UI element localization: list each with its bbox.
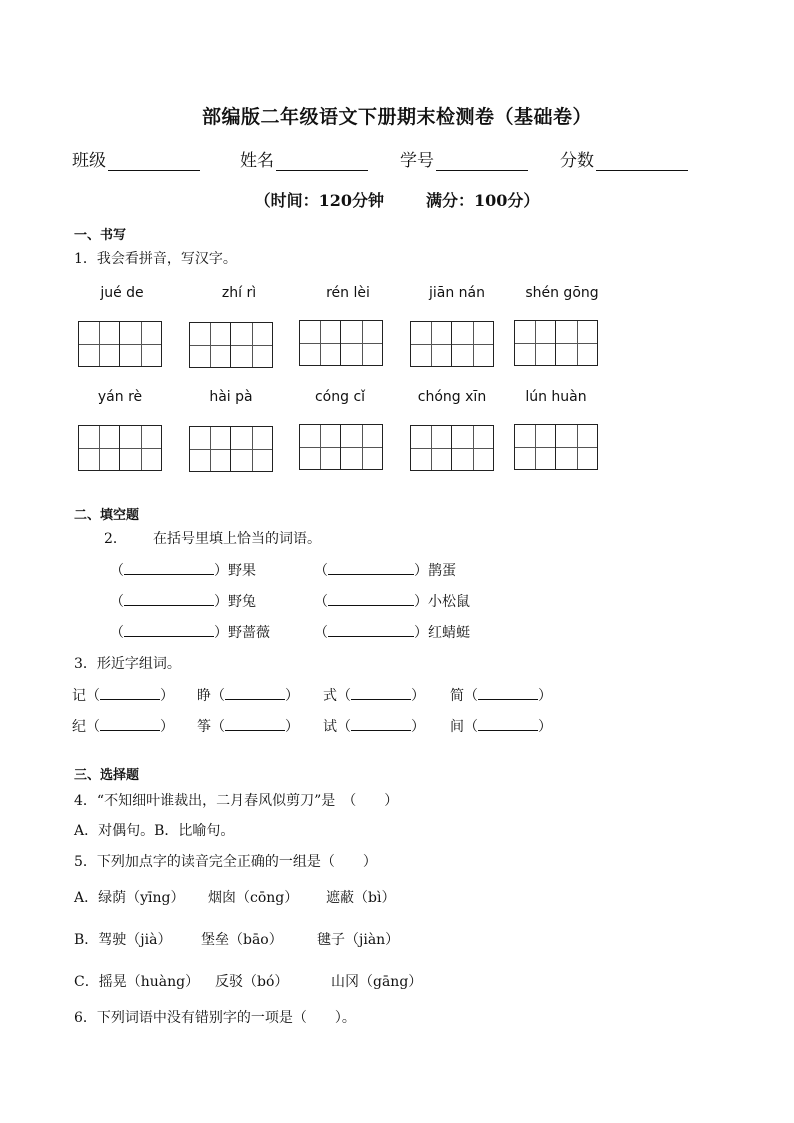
option-b-item: 毽子（jiàn） [317,932,400,948]
pinyin-label: shén gōng [525,285,599,301]
char-item: 简（ ） [450,685,552,705]
time-text: （时间：120分钟 [254,191,384,210]
pinyin-label: hài pà [209,389,253,405]
score-label: 分数 [560,151,594,171]
char-label: 纪 [72,719,86,735]
pinyin-label: lún huàn [525,389,587,405]
answer-blank[interactable] [478,685,538,700]
tianzige-box[interactable] [78,425,162,471]
option-b-item: 堡垒（bāo） [201,932,283,948]
section-1-heading: 一、书写 [74,228,127,243]
tianzige-box[interactable] [299,424,383,470]
question-3: 3．形近字组词。 [74,656,181,672]
option-a-item: A．绿荫（yīng） [74,890,185,906]
number-field[interactable] [400,146,528,171]
answer-blank[interactable] [328,591,414,606]
tianzige-box[interactable] [410,425,494,471]
class-field[interactable] [72,146,200,171]
fill-word: 野兔 [228,594,256,610]
pinyin-label: rén lèi [326,285,370,301]
answer-blank[interactable] [328,560,414,575]
question-1: 1．我会看拼音，写汉字。 [74,251,237,267]
pinyin-label: jué de [100,285,144,301]
option-b-item: B．驾驶（jià） [74,932,172,948]
tianzige-box[interactable] [189,322,273,368]
option-c-item: 反驳（bó） [215,974,289,990]
char-label: 睁 [197,688,211,704]
exam-time-line [0,188,794,211]
pinyin-label: cóng cǐ [314,389,366,405]
fill-item: （ ）野果 [110,560,256,580]
question-4: 4．“不知细叶谁裁出，二月春风似剪刀”是 （ ） [74,793,399,809]
fill-item: （ ）小松鼠 [314,591,470,611]
char-label: 简 [450,688,464,704]
tianzige-box[interactable] [410,321,494,367]
answer-blank[interactable] [100,716,160,731]
answer-blank[interactable] [124,622,214,637]
char-item: 式（ ） [323,685,425,705]
name-field[interactable] [240,146,368,171]
option-a-item: 烟囱（cōng） [208,890,299,906]
option-a-item: 遮蔽（bì） [326,890,396,906]
answer-blank[interactable] [351,685,411,700]
char-item: 试（ ） [323,716,425,736]
tianzige-box[interactable] [299,320,383,366]
name-blank[interactable] [276,152,368,171]
class-label: 班级 [72,151,106,171]
fill-word: 小松鼠 [428,594,470,610]
char-label: 式 [323,688,337,704]
char-item: 记（ ） [72,685,174,705]
fill-word: 野蔷薇 [228,625,270,641]
char-label: 间 [450,719,464,735]
fill-word: 鹊蛋 [428,563,456,579]
char-item: 纪（ ） [72,716,174,736]
full-score-text: 满分：100分） [426,191,540,210]
class-blank[interactable] [108,152,200,171]
char-label: 筝 [197,719,211,735]
question-4-options: A．对偶句。B．比喻句。 [74,823,235,839]
answer-blank[interactable] [478,716,538,731]
answer-blank[interactable] [225,716,285,731]
name-label: 姓名 [240,151,274,171]
fill-item: （ ）红蜻蜓 [314,622,470,642]
pinyin-label: zhí rì [221,285,257,301]
number-label: 学号 [400,151,434,171]
char-label: 试 [323,719,337,735]
fill-item: （ ）野兔 [110,591,256,611]
answer-blank[interactable] [124,591,214,606]
tianzige-box[interactable] [514,424,598,470]
char-item: 筝（ ） [197,716,299,736]
question-2: 在括号里填上恰当的词语。 [153,531,321,547]
pinyin-label: chóng xīn [417,389,487,405]
section-2-heading: 二、填空题 [74,508,140,523]
fill-item: （ ）野蔷薇 [110,622,270,642]
char-label: 记 [72,688,86,704]
question-2-number: 2． [104,531,127,547]
fill-word: 野果 [228,563,256,579]
option-c-item: C．摇晃（huàng） [74,974,200,990]
page-title: 部编版二年级语文下册期末检测卷（基础卷） [201,106,592,128]
tianzige-box[interactable] [514,320,598,366]
answer-blank[interactable] [328,622,414,637]
tianzige-box[interactable] [78,321,162,367]
fill-item: （ ）鹊蛋 [314,560,456,580]
number-blank[interactable] [436,152,528,171]
answer-blank[interactable] [100,685,160,700]
char-item: 间（ ） [450,716,552,736]
fill-word: 红蜻蜓 [428,625,470,641]
pinyin-label: jiān nán [428,285,485,301]
tianzige-box[interactable] [189,426,273,472]
answer-blank[interactable] [351,716,411,731]
option-c-item: 山冈（gāng） [331,974,423,990]
answer-blank[interactable] [225,685,285,700]
score-blank[interactable] [596,152,688,171]
score-field[interactable] [560,146,688,171]
answer-blank[interactable] [124,560,214,575]
char-item: 睁（ ） [197,685,299,705]
question-6: 6．下列词语中没有错别字的一项是（ ）。 [74,1010,356,1026]
section-3-heading: 三、选择题 [74,768,140,783]
question-5: 5．下列加点字的读音完全正确的一组是（ ） [74,854,377,870]
pinyin-label: yán rè [97,389,143,405]
